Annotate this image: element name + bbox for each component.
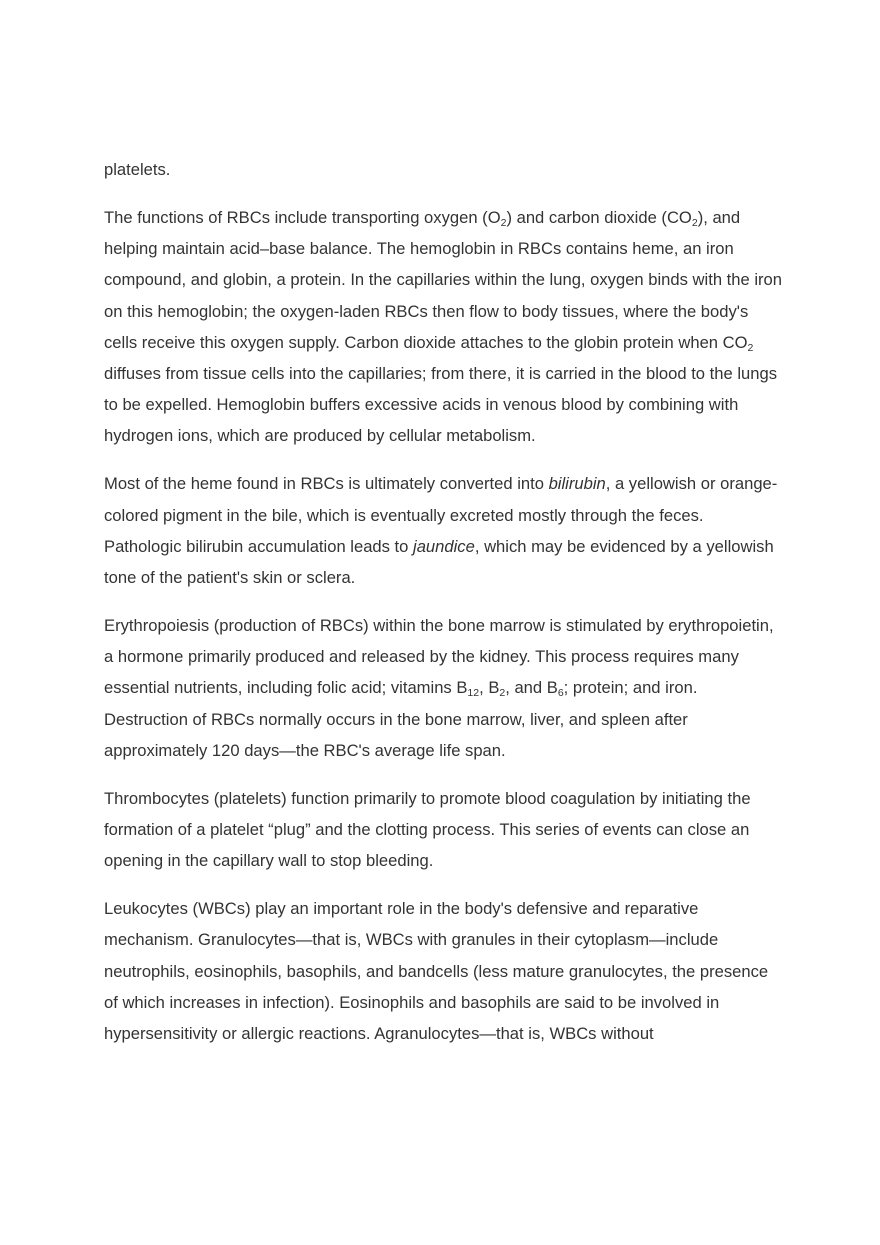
paragraph-heme-bilirubin: [104, 468, 784, 593]
text-run: , and B: [505, 678, 558, 698]
subscript: 2: [499, 687, 506, 700]
paragraph-leukocytes: [104, 893, 784, 1049]
text-run: , which may be evidenced by a yellowish tone of the patient's skin or sclera.: [104, 536, 774, 588]
subscript: 12: [467, 687, 480, 700]
subscript: 6: [557, 687, 564, 700]
text-run: , a yellowish or orange-colored pigment in the bile, which is eventually excreted mostly through the feces. Pathologic bilirubin accumulation leads to: [104, 474, 778, 556]
text-run: ), and helping maintain acid–base balance. The hemoglobin in RBCs contains heme, an iron compound, and globin, a protein. In the capillaries within the lung, oxygen binds with the iron on this hemoglobin; the oxygen-laden RBCs then flow to body tissues, where the body's cells receive this oxygen supply. Carbon dioxide attaches to the globin protein when CO: [104, 208, 783, 352]
paragraph-thrombocytes: [104, 783, 784, 877]
text-run: , B: [479, 678, 500, 698]
paragraph-platelets-continuation: [104, 154, 784, 185]
subscript: 2: [691, 217, 698, 229]
text-run: diffuses from tissue cells into the capillaries; from there, it is carried in the blood to the lungs to be expelled. Hemoglobin buffers excessive acids in venous blood by combining with hydrogen ions, which are produced by cellular metabolism.: [104, 364, 777, 446]
paragraph-rbc-functions: [104, 202, 784, 452]
text-run: Leukocytes (WBCs) play an important role in the body's defensive and reparative mechanism. Granulocytes—that is, WBCs with granules in their cytoplasm—include neutrophils, eosinophils, basophils, and bandcells (less mature granulocytes, the presence of which increases in infection). Eosinophils and basophils are said to be involved in hypersensitivity or allergic reactions. Agranulocytes—that is, WBCs without: [104, 899, 769, 1044]
text-run: Most of the heme found in RBCs is ultimately converted into: [104, 474, 549, 494]
italic-term-jaundice: jaundice: [413, 536, 475, 556]
italic-term-bilirubin: bilirubin: [548, 474, 606, 494]
paragraph-erythropoiesis: [104, 610, 784, 766]
subscript: 2: [500, 217, 507, 229]
document-page: [104, 154, 784, 1066]
text-run: Erythropoiesis (production of RBCs) within the bone marrow is stimulated by erythropoietin, a hormone primarily produced and released by the kidney. This process requires many essential nutrients, including folic acid; vitamins B: [104, 616, 774, 698]
text-run: Thrombocytes (platelets) function primarily to promote blood coagulation by initiating the formation of a platelet “plug” and the clotting process. This series of events can close an opening in the capillary wall to stop bleeding.: [104, 788, 751, 871]
text-run: ; protein; and iron. Destruction of RBCs normally occurs in the bone marrow, liver, and spleen after approximately 120 days—the RBC's average life span.: [104, 678, 698, 760]
text-run: platelets.: [104, 160, 171, 179]
text-run: The functions of RBCs include transporting oxygen (O: [104, 208, 501, 227]
subscript: 2: [747, 341, 754, 354]
text-run: ) and carbon dioxide (CO: [506, 208, 692, 227]
